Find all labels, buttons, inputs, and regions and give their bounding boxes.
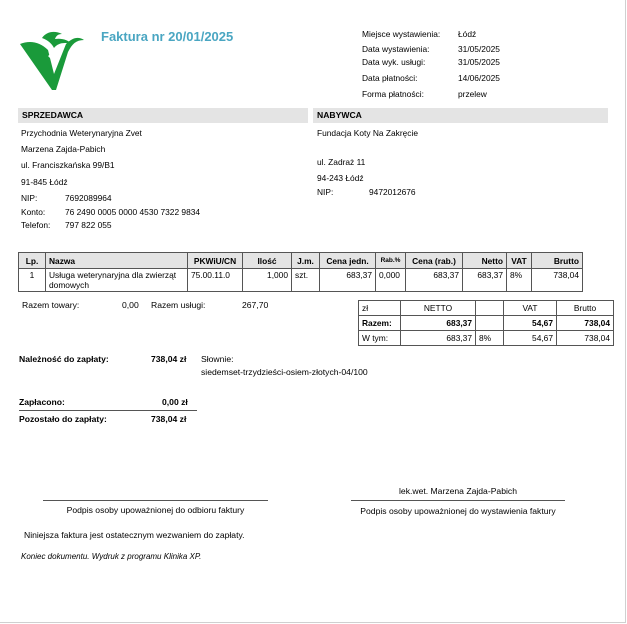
- end-note: Koniec dokumentu. Wydruk z programu Klinika XP.: [21, 552, 202, 561]
- col-qty: Ilość: [243, 253, 292, 269]
- vat-net-header: NETTO: [401, 301, 476, 316]
- meta-value: 31/05/2025: [458, 44, 500, 54]
- vat-incl-net: 683,37: [401, 331, 476, 346]
- col-net: Netto: [463, 253, 507, 269]
- cell-net: 683,37: [463, 269, 507, 292]
- services-total-value: 267,70: [242, 300, 269, 310]
- seller-phone-value: 797 822 055: [65, 220, 112, 230]
- meta-label: Data płatności:: [362, 73, 418, 83]
- meta-value: przelew: [458, 89, 487, 99]
- seller-phone: [21, 220, 112, 230]
- col-name: Nazwa: [46, 253, 188, 269]
- vet-logo-icon: [18, 30, 88, 92]
- signature-caption-right: Podpis osoby upoważnionej do wystawienia faktury: [360, 506, 556, 516]
- col-vat: VAT: [507, 253, 532, 269]
- amount-due-label: Należność do zapłaty:: [19, 354, 109, 364]
- paid-label: Zapłacono:: [19, 397, 65, 407]
- remaining-value: 738,04 zł: [151, 414, 187, 424]
- meta-value: Łódź: [458, 29, 477, 39]
- seller-nip-label: NIP:: [21, 193, 38, 203]
- signature-line-left: [43, 500, 268, 501]
- meta-payment-form: [362, 89, 487, 99]
- remaining-label: Pozostało do zapłaty:: [19, 414, 107, 424]
- cell-gross: 738,04: [532, 269, 583, 292]
- buyer-nip-label: NIP:: [317, 187, 334, 197]
- buyer-city: 94-243 Łódź: [317, 173, 364, 183]
- meta-label: Data wystawienia:: [362, 44, 430, 54]
- vat-total-rate: [476, 316, 504, 331]
- vat-incl-label: W tym:: [359, 331, 401, 346]
- signature-name-right: lek.wet. Marzena Zajda-Pabich: [399, 486, 517, 496]
- signature-caption-left: Podpis osoby upoważnionej do odbioru faktury: [66, 505, 245, 515]
- amount-due-value: 738,04 zł: [151, 354, 187, 364]
- paid-value: 0,00 zł: [162, 397, 188, 407]
- col-unit: J.m.: [292, 253, 320, 269]
- seller-heading: SPRZEDAWCA: [18, 108, 308, 123]
- buyer-nip: [317, 187, 416, 197]
- vat-incl-gross: 738,04: [557, 331, 614, 346]
- cell-name: Usługa weterynaryjna dla zwierząt domowych: [46, 269, 188, 292]
- vat-total-label: Razem:: [359, 316, 401, 331]
- seller-city: 91-845 Łódź: [21, 177, 68, 187]
- items-table: [18, 252, 583, 292]
- vat-incl-rate: 8%: [476, 331, 504, 346]
- vat-header-row: [359, 301, 614, 316]
- vat-total-gross: 738,04: [557, 316, 614, 331]
- meta-issue-date: [362, 44, 500, 54]
- col-lp: Lp.: [19, 253, 46, 269]
- meta-label: Forma płatności:: [362, 89, 424, 99]
- vat-rate-header: [476, 301, 504, 316]
- items-header-row: [19, 253, 583, 269]
- meta-value: 31/05/2025: [458, 57, 500, 67]
- buyer-heading: NABYWCA: [313, 108, 608, 123]
- meta-label: Data wyk. usługi:: [362, 57, 426, 67]
- seller-phone-label: Telefon:: [21, 220, 51, 230]
- buyer-street: ul. Zadraż 11: [317, 157, 366, 167]
- vat-currency: zł: [359, 301, 401, 316]
- seller-nip-value: 7692089964: [65, 193, 112, 203]
- invoice-title: Faktura nr 20/01/2025: [101, 29, 234, 44]
- seller-account-label: Konto:: [21, 207, 46, 217]
- divider: [19, 410, 197, 411]
- vat-incl-row: [359, 331, 614, 346]
- col-discount: Rab.%: [376, 253, 406, 269]
- col-pkwiu: PKWiU/CN: [188, 253, 243, 269]
- final-notice: Niniejsza faktura jest ostatecznym wezwaniem do zapłaty.: [24, 530, 245, 540]
- cell-qty: 1,000: [243, 269, 292, 292]
- seller-name: Przychodnia Weterynaryjna Zvet: [21, 128, 142, 138]
- seller-street: ul. Franciszkańska 99/B1: [21, 160, 115, 170]
- seller-account: [21, 207, 200, 217]
- signature-line-right: [351, 500, 565, 501]
- seller-nip: [21, 193, 112, 203]
- table-row: [19, 269, 583, 292]
- seller-owner: Marzena Zajda-Pabich: [21, 144, 106, 154]
- col-price-disc: Cena (rab.): [406, 253, 463, 269]
- vat-summary-table: [358, 300, 614, 346]
- buyer-name: Fundacja Koty Na Zakręcie: [317, 128, 419, 138]
- col-price: Cena jedn.: [320, 253, 376, 269]
- meta-label: Miejsce wystawienia:: [362, 29, 441, 39]
- seller-account-value: 76 2490 0005 0000 4530 7322 9834: [65, 207, 201, 217]
- meta-value: 14/06/2025: [458, 73, 500, 83]
- cell-lp: 1: [19, 269, 46, 292]
- cell-discount: 0,000: [376, 269, 406, 292]
- meta-place: [362, 29, 476, 39]
- cell-pkwiu: 75.00.11.0: [188, 269, 243, 292]
- col-gross: Brutto: [532, 253, 583, 269]
- in-words-label: Słownie:: [201, 354, 234, 364]
- in-words-value: siedemset-trzydzieści-osiem-złotych-04/100: [201, 367, 368, 377]
- meta-service-date: [362, 57, 500, 67]
- vat-incl-vat: 54,67: [504, 331, 557, 346]
- cell-price-disc: 683,37: [406, 269, 463, 292]
- vat-total-vat: 54,67: [504, 316, 557, 331]
- buyer-nip-value: 9472012676: [369, 187, 416, 197]
- vat-vat-header: VAT: [504, 301, 557, 316]
- vat-total-net: 683,37: [401, 316, 476, 331]
- goods-total-label: Razem towary:: [22, 300, 80, 310]
- vat-gross-header: Brutto: [557, 301, 614, 316]
- cell-vat: 8%: [507, 269, 532, 292]
- services-total-label: Razem usługi:: [151, 300, 206, 310]
- goods-total-value: 0,00: [122, 300, 139, 310]
- cell-unit: szt.: [292, 269, 320, 292]
- vat-total-row: [359, 316, 614, 331]
- meta-payment-date: [362, 73, 500, 83]
- cell-price: 683,37: [320, 269, 376, 292]
